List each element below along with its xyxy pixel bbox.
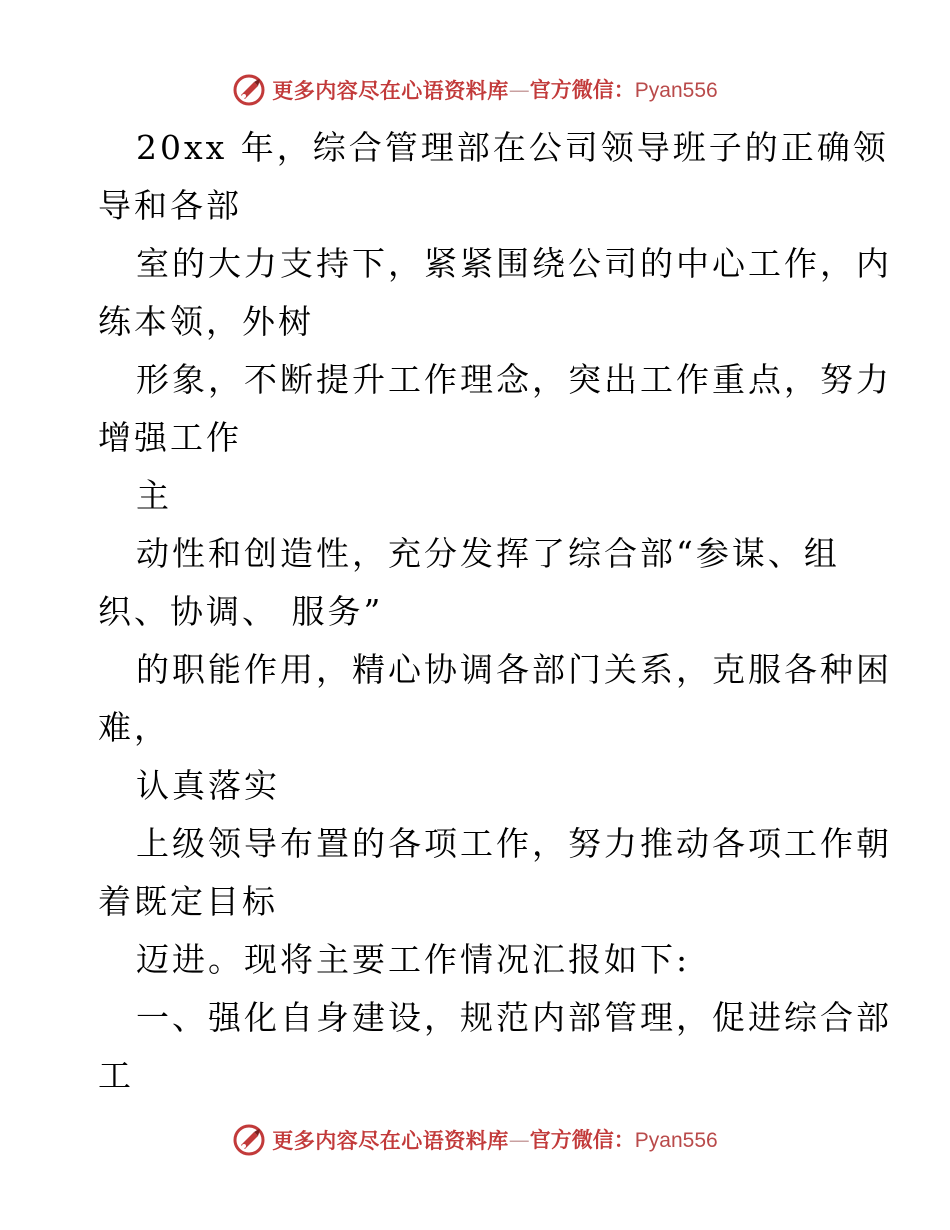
banner-text [272,1127,718,1153]
banner-separator: — [508,77,530,102]
text-line: 着既定目标 [98,882,278,921]
wechat-label: 官方微信： [529,77,635,102]
banner-text [272,77,718,103]
wechat-label: 官方微信： [529,1127,635,1152]
text-line: 增强工作 [98,418,242,457]
banner-main-text: 更多内容尽在心语资料库 [272,77,509,103]
footer-banner [0,1120,950,1160]
text-line: 认真落实 [136,766,280,805]
banner-main-text: 更多内容尽在心语资料库 [272,1127,509,1153]
text-line: 织、协调、 服务” [98,592,384,631]
text-line: 练本领，外树 [98,302,314,341]
text-line: 主 [136,476,172,515]
text-line: 形象，不断提升工作理念，突出工作重点，努力 [136,360,892,399]
text-line: 20xx 年，综合管理部在公司领导班子的正确领 [136,128,889,167]
text-line: 上级领导布置的各项工作，努力推动各项工作朝 [136,824,892,863]
text-line: 一、强化自身建设，规范内部管理，促进综合部 [136,998,892,1037]
text-line: 室的大力支持下，紧紧围绕公司的中心工作，内 [136,244,892,283]
text-line: 难， [98,708,170,747]
header-banner [0,70,950,110]
text-line: 工 [98,1056,134,1095]
wechat-id: Pyan556 [634,78,718,102]
text-line: 的职能作用，精心协调各部门关系，克服各种困 [136,650,892,689]
wechat-id: Pyan556 [634,1128,718,1152]
text-line: 动性和创造性，充分发挥了综合部“参谋、组 [136,534,840,573]
text-line: 迈进。现将主要工作情况汇报如下: [136,940,691,979]
text-line: 导和各部 [98,186,242,225]
logo-icon [232,1123,266,1157]
banner-separator: — [508,1127,530,1152]
logo-icon [232,73,266,107]
